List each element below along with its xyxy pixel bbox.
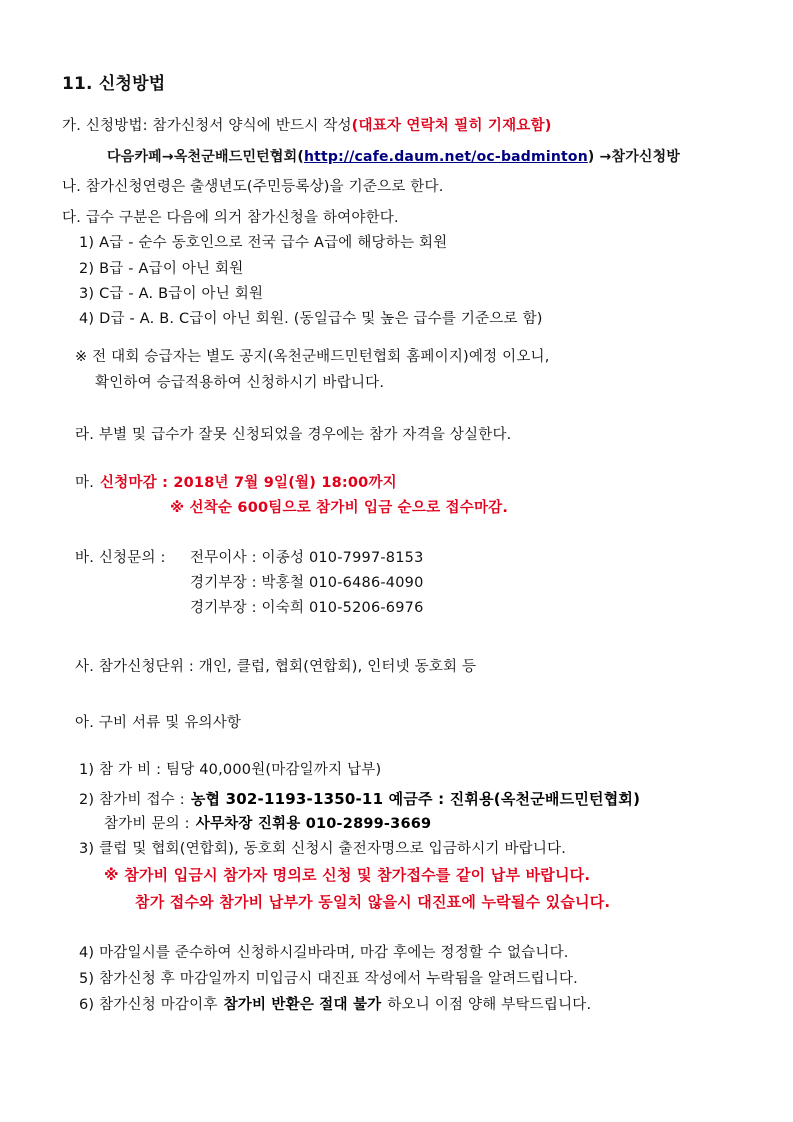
contact-3: 경기부장 : 이숙희 010-5206-6976 [190, 600, 424, 616]
item-3: 3) 클럽 및 협회(연합회), 동호회 신청시 출전자명으로 입금하시기 바랍니다. [79, 841, 567, 857]
inquiry-line [104, 815, 431, 833]
cafe-prefix: 다음카페→옥천군배드민턴협회( [107, 149, 304, 165]
item-4: 4) 마감일시를 준수하여 신청하시길바라며, 마감 후에는 정정할 수 없습니다. [79, 945, 569, 961]
account-line [79, 790, 640, 809]
item-ga-text: 가. 신청방법: 참가신청서 양식에 반드시 작성 [62, 118, 352, 134]
item-na: 나. 참가신청연령은 출생년도(주민등록상)을 기준으로 한다. [62, 179, 444, 195]
cafe-link[interactable]: http://cafe.daum.net/oc-badminton [303, 149, 588, 165]
inquiry-label: 참가비 문의 : [104, 816, 190, 832]
account-value: 농협 302-1193-1350-11 예금주 : 진휘용(옥천군배드민턴협회) [190, 790, 641, 808]
item-ga-emphasis: (대표자 연락처 필히 기재요함) [351, 118, 552, 134]
item-6-post: 하오니 이점 양해 부탁드립니다. [387, 997, 592, 1013]
warning-line-1: ※ 참가비 입금시 참가자 명의로 신청 및 참가접수를 같이 납부 바랍니다. [104, 866, 591, 884]
item-ra: 라. 부별 및 급수가 잘못 신청되었을 경우에는 참가 자격을 상실한다. [75, 427, 512, 443]
item-ga [62, 117, 552, 135]
deadline-text: 신청마감 : 2018년 7월 9일(월) 18:00까지 [100, 475, 397, 491]
notice-line-2: 확인하여 승급적용하여 신청하시기 바랍니다. [95, 375, 385, 391]
item-6-pre: 6) 참가신청 마감이후 [79, 997, 218, 1013]
cafe-path [107, 148, 680, 166]
item-ba-prefix: 바. 신청문의 : [75, 550, 166, 566]
grade-item-b: 2) B급 - A급이 아닌 회원 [79, 261, 244, 277]
item-sa: 사. 참가신청단위 : 개인, 클럽, 협회(연합회), 인터넷 동호회 등 [75, 659, 477, 675]
section-heading: 11. 신청방법 [62, 74, 166, 94]
grade-item-a: 1) A급 - 순수 동호인으로 전국 급수 A급에 해당하는 회원 [79, 235, 448, 251]
grade-item-d: 4) D급 - A. B. C급이 아닌 회원. (동일급수 및 높은 급수를 기준으로 함) [79, 311, 543, 327]
item-da-title: 다. 급수 구분은 다음에 의거 참가신청을 하여야한다. [62, 210, 399, 226]
contact-2: 경기부장 : 박홍철 010-6486-4090 [190, 575, 424, 591]
item-a-title: 아. 구비 서류 및 유의사항 [75, 715, 242, 731]
refund-policy: 참가비 반환은 절대 불가 [223, 997, 382, 1013]
fee-line: 1) 참 가 비 : 팀당 40,000원(마감일까지 납부) [79, 762, 382, 778]
warning-line-2: 참가 접수와 참가비 납부가 동일치 않을시 대진표에 누락될수 있습니다. [135, 893, 611, 911]
notice-line-1: ※ 전 대회 승급자는 별도 공지(옥천군배드민턴협회 홈페이지)예정 이오니, [75, 349, 550, 365]
deadline-note: ※ 선착순 600팀으로 참가비 입금 순으로 접수마감. [170, 500, 509, 516]
contact-1: 전무이사 : 이종성 010-7997-8153 [190, 550, 424, 566]
inquiry-value: 사무차장 진휘용 010-2899-3669 [195, 816, 432, 832]
item-6 [79, 996, 591, 1014]
item-5: 5) 참가신청 후 마감일까지 미입금시 대진표 작성에서 누락됨을 알려드립니다. [79, 971, 578, 987]
grade-item-c: 3) C급 - A. B급이 아닌 회원 [79, 286, 264, 302]
item-ma [75, 474, 397, 492]
cafe-suffix: ) →참가신청방 [587, 149, 681, 165]
account-label: 2) 참가비 접수 : [79, 792, 185, 808]
item-ma-prefix: 마. [75, 475, 95, 491]
